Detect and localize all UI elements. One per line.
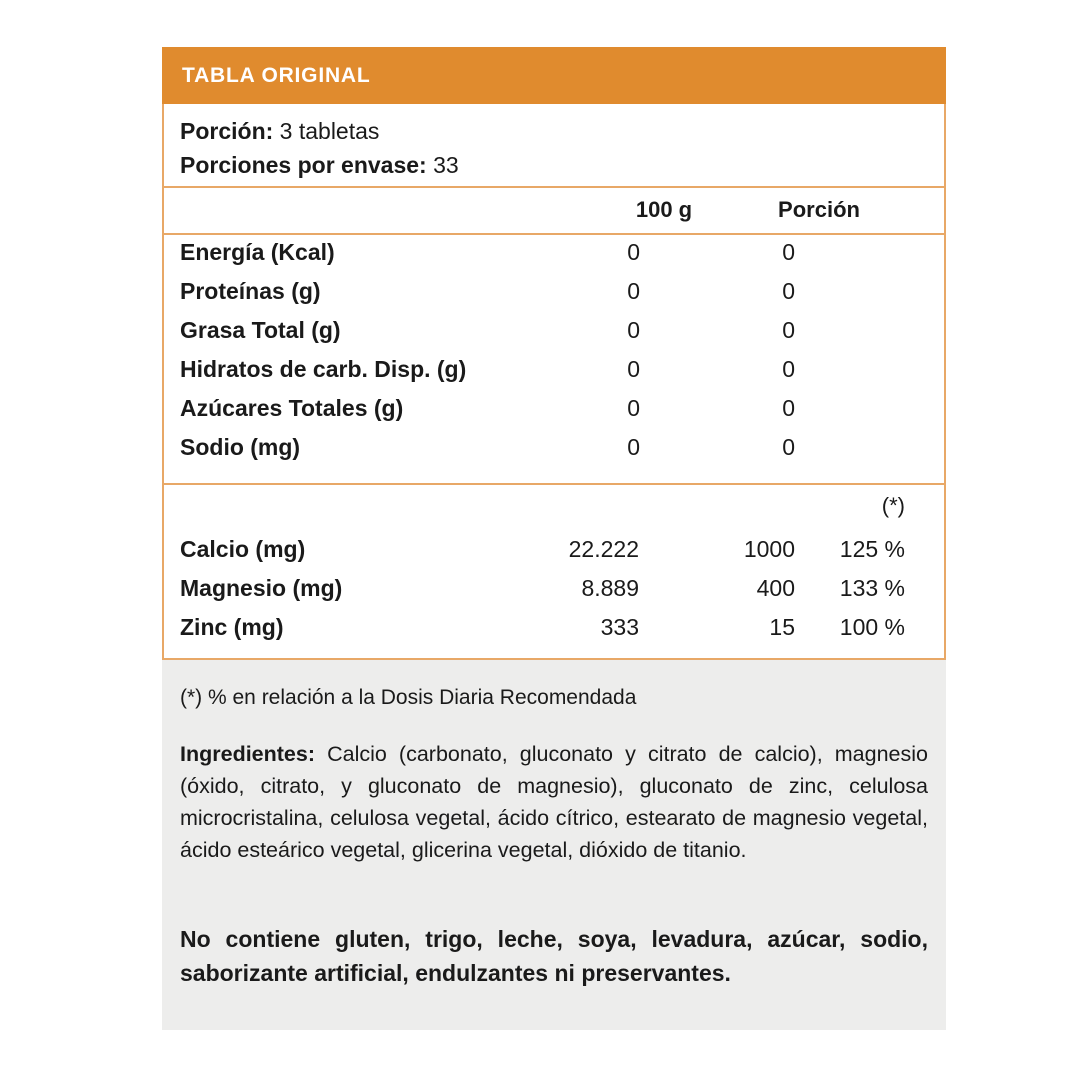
serving-info [180,114,920,182]
nutrient-value-100g: 0 [627,278,640,304]
daily-value-asterisk: (*) [881,493,905,518]
nutrient-value-portion: 0 [782,356,795,382]
mineral-value-portion: 1000 [743,536,795,562]
nutrient-value-100g: 0 [627,434,640,460]
servings-label: Porciones por envase: [180,152,427,178]
mineral-value-portion: 15 [769,614,795,640]
ingredients-paragraph [180,738,928,866]
table-row [164,235,944,274]
nutrient-name: Grasa Total (g) [180,317,341,343]
table-row [164,352,944,391]
daily-value-footnote: (*) % en relación a la Dosis Diaria Recomendada [180,686,637,709]
nutrition-table [162,104,946,660]
table-row [164,430,944,469]
nutrient-value-portion: 0 [782,278,795,304]
table-row [164,533,944,572]
column-header-100g: 100 g [635,197,693,222]
portion-label: Porción: [180,118,274,144]
mineral-value-portion: 400 [756,575,795,601]
mineral-star-header [164,485,944,533]
table-column-headers [164,188,944,234]
portion-line [180,114,920,148]
mineral-name: Zinc (mg) [180,614,284,640]
nutrient-name: Energía (Kcal) [180,239,335,265]
free-from-statement: No contiene gluten, trigo, leche, soya, levadura, azúcar, sodio, saborizante artificial, endulzantes ni preservantes. [180,926,928,986]
servings-value: 33 [433,152,459,178]
nutrient-value-portion: 0 [782,395,795,421]
notes-panel [162,660,946,1030]
nutrient-value-portion: 0 [782,239,795,265]
mineral-value-100g: 8.889 [581,575,639,601]
table-row [164,274,944,313]
nutrient-value-100g: 0 [627,239,640,265]
nutrient-name: Proteínas (g) [180,278,321,304]
page-title: TABLA ORIGINAL [182,63,371,87]
mineral-value-100g: 22.222 [568,536,639,562]
mineral-value-percent: 125 % [839,536,905,562]
mineral-name: Magnesio (mg) [180,575,343,601]
table-row [164,611,944,650]
label-title-bar [162,47,946,104]
table-row [164,572,944,611]
servings-per-container-line [180,148,920,182]
mineral-name: Calcio (mg) [180,536,306,562]
column-header-portion: Porción [778,197,860,222]
mineral-rows [164,485,944,650]
mineral-value-100g: 333 [600,614,639,640]
nutrient-value-portion: 0 [782,434,795,460]
mineral-value-percent: 133 % [839,575,905,601]
ingredients-label: Ingredientes: [180,742,315,766]
nutrient-value-100g: 0 [627,356,640,382]
table-row [164,313,944,352]
nutrient-rows [164,235,944,469]
ingredients-text: Calcio (carbonato, gluconato y citrato de calcio), magnesio (óxido, citrato, y gluconato de magnesio), gluconato de zinc, celulosa microcristalina, celulosa vegetal, ácido cítrico, estearato de magnesio vegetal, ácido esteárico vegetal, glicerina vegetal, dióxido de titanio. [180,742,928,862]
nutrient-name: Sodio (mg) [180,434,301,460]
nutrient-name: Azúcares Totales (g) [180,395,404,421]
nutrient-value-portion: 0 [782,317,795,343]
table-row [164,391,944,430]
portion-value: 3 tabletas [279,118,380,144]
mineral-value-percent: 100 % [839,614,905,640]
nutrient-value-100g: 0 [627,395,640,421]
nutrient-value-100g: 0 [627,317,640,343]
nutrient-name: Hidratos de carb. Disp. (g) [180,356,467,382]
